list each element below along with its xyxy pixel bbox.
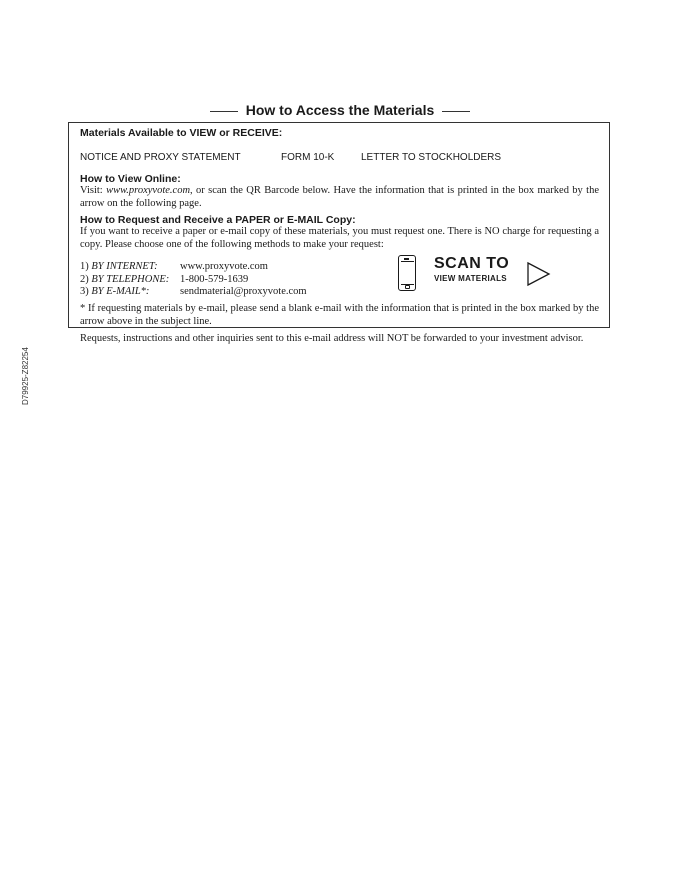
proxyvote-link[interactable]: www.proxyvote.com — [106, 185, 191, 196]
method-telephone: 2) BY TELEPHONE: 1-800-579-1639 — [80, 273, 249, 285]
document-code: D79925-Z82254 — [21, 347, 30, 405]
scan-title: SCAN TO — [434, 255, 510, 272]
section-title-text: How to Access the Materials — [245, 102, 435, 118]
email-note: * If requesting materials by e-mail, please send a blank e-mail with the information that is printed in the box marked by the arrow above in the subject line. — [80, 303, 599, 327]
method-email: 3) BY E-MAIL*: sendmaterial@proxyvote.com — [80, 286, 307, 297]
section-title — [0, 102, 680, 118]
email-link[interactable]: sendmaterial@proxyvote.com — [180, 286, 307, 297]
title-rule-right — [442, 111, 470, 112]
internet-link[interactable]: www.proxyvote.com — [180, 261, 268, 272]
triangle-right-icon — [526, 261, 552, 287]
telephone-number[interactable]: 1-800-579-1639 — [180, 273, 249, 285]
scan-subtitle: VIEW MATERIALS — [434, 274, 507, 283]
title-rule-left — [210, 111, 238, 112]
scan-to-view — [398, 255, 558, 299]
request-heading: How to Request and Receive a PAPER or E-MAIL Copy: — [80, 214, 356, 226]
materials-list — [80, 152, 599, 165]
smartphone-icon — [398, 255, 416, 291]
materials-heading: Materials Available to VIEW or RECEIVE: — [80, 127, 283, 139]
view-online-heading: How to View Online: — [80, 173, 181, 185]
materials-box — [68, 122, 610, 344]
disclaimer: Requests, instructions and other inquiries sent to this e-mail address will NOT be forwarded to your investment advisor. — [80, 333, 584, 344]
material-item: FORM 10-K — [281, 152, 335, 163]
request-text: If you want to receive a paper or e-mail copy of these materials, you must request one. There is NO charge for requesting a copy. Please choose one of the following methods to make your request: — [80, 226, 599, 250]
view-online-text: Visit: www.proxyvote.com, or scan the QR Barcode below. Have the information that is printed in the box marked by the arrow on the following page. — [80, 185, 599, 209]
material-item: NOTICE AND PROXY STATEMENT — [80, 152, 241, 163]
material-item: LETTER TO STOCKHOLDERS — [361, 152, 502, 163]
method-internet: 1) BY INTERNET: www.proxyvote.com — [80, 261, 268, 272]
request-methods — [80, 255, 599, 299]
